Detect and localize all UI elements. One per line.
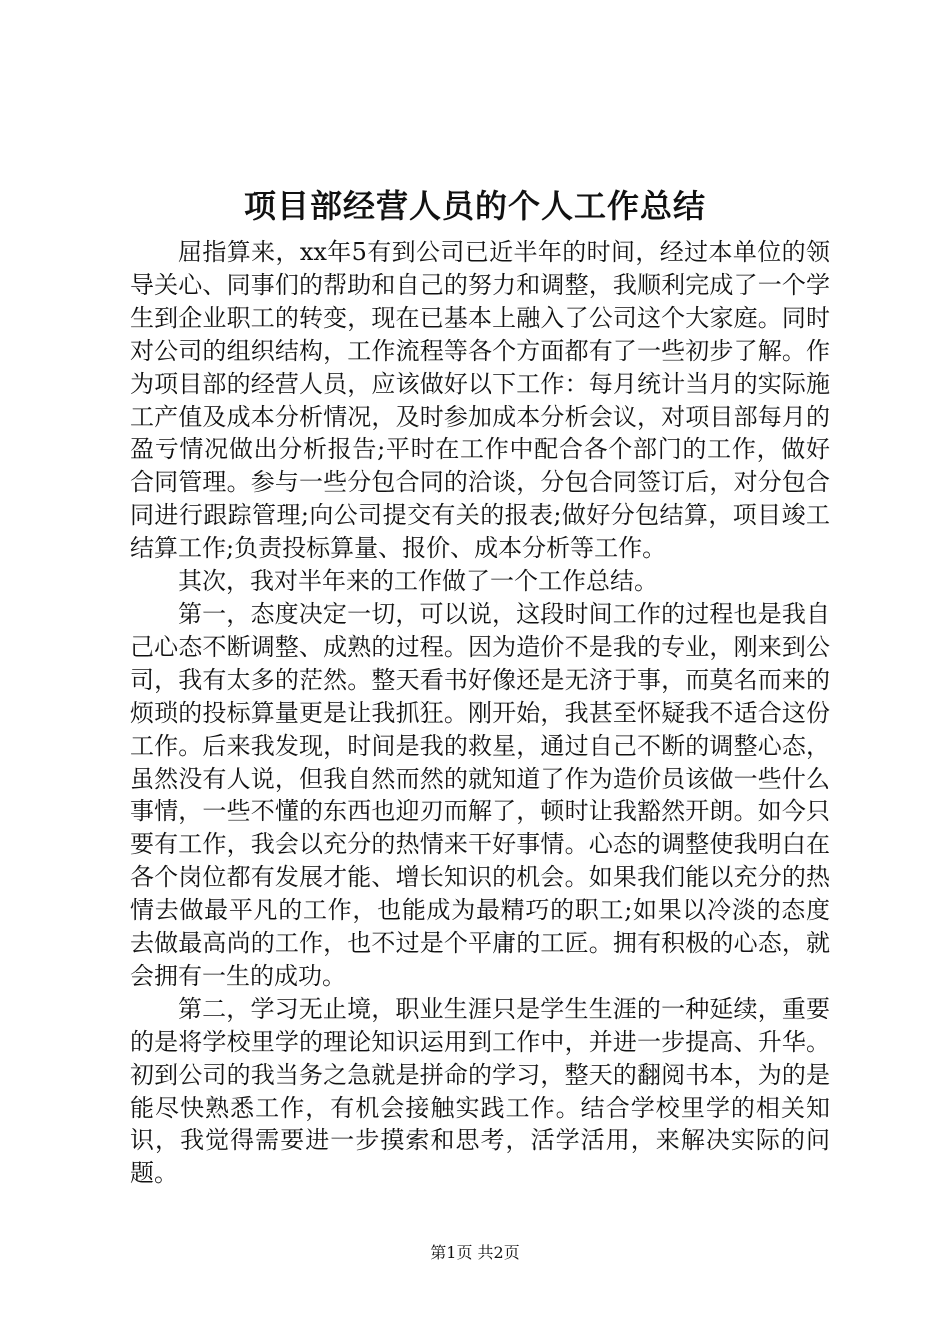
page-indicator: 第1页 共2页 xyxy=(430,1243,520,1262)
paragraph-first-point: 第一，态度决定一切，可以说，这段时间工作的过程也是我自己心态不断调整、成熟的过程。因为造价不是我的专业，刚来到公司，我有太多的茫然。整天看书好像还是无济于事，而莫名而来的烦琐的投标算量更是让我抓狂。刚开始，我甚至怀疑我不适合这份工作。后来我发现，时间是我的救星，通过自己不断的调整心态，虽然没有人说，但我自然而然的就知道了作为造价员该做一些什么事情，一些不懂的东西也迎刃而解了，顿时让我豁然开朗。如今只要有工作，我会以充分的热情来干好事情。心态的调整使我明白在各个岗位都有发展才能、增长知识的机会。如果我们能以充分的热情去做最平凡的工作，也能成为最精巧的职工;如果以冷淡的态度去做最高尚的工作，也不过是个平庸的工匠。拥有积极的心态，就会拥有一生的成功。 xyxy=(130,599,830,990)
paragraph-intro: 屈指算来，xx年5有到公司已近半年的时间，经过本单位的领导关心、同事们的帮助和自己的努力和调整，我顺利完成了一个学生到企业职工的转变，现在已基本上融入了公司这个大家庭。同时对公司的组织结构，工作流程等各个方面都有了一些初步了解。作为项目部的经营人员，应该做好以下工作：每月统计当月的实际施工产值及成本分析情况，及时参加成本分析会议，对项目部每月的盈亏情况做出分析报告;平时在工作中配合各个部门的工作，做好合同管理。参与一些分包合同的洽谈，分包合同签订后，对分包合同进行跟踪管理;向公司提交有关的报表;做好分包结算，项目竣工结算工作;负责投标算量、报价、成本分析等工作。 xyxy=(130,238,830,563)
page-footer xyxy=(0,1243,950,1263)
paragraph-second-point: 第二，学习无止境，职业生涯只是学生生涯的一种延续，重要的是将学校里学的理论知识运用到工作中，并进一步提高、升华。初到公司的我当务之急就是拼命的学习，整天的翻阅书本，为的是能尽快熟悉工作，有机会接触实践工作。结合学校里学的相关知识，我觉得需要进一步摸索和思考，活学活用，来解决实际的问题。 xyxy=(130,994,830,1188)
paragraph-secondly: 其次，我对半年来的工作做了一个工作总结。 xyxy=(178,567,658,596)
document-body xyxy=(130,236,830,1190)
document-title: 项目部经营人员的个人工作总结 xyxy=(243,187,706,225)
